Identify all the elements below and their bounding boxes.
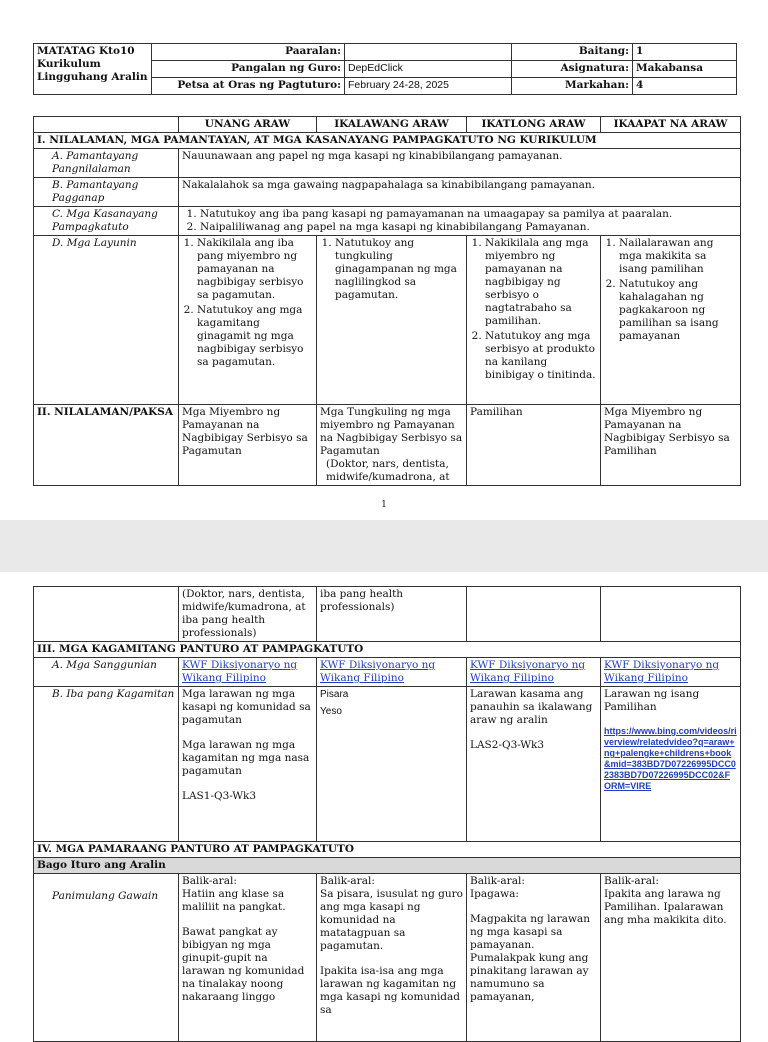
kwf-link-day4[interactable]: KWF Diksiyonaryo ng Wikang Filipino [604, 659, 720, 684]
layunin-day4-item-2: 2. Natutukoy ang kahalagahan ng pagkakaroon ng pamilihan sa isang pamayanan [619, 278, 737, 343]
column-header-day1: UNANG ARAW [179, 117, 317, 133]
column-header-day4: IKAAPAT NA ARAW [601, 117, 741, 133]
sanggunian-day4 [601, 658, 741, 687]
layunin-day3-item-2: 2. Natutukoy ang mga serbisyo at produkto na kanilang binibigay o tinitinda. [485, 330, 597, 382]
title-line-3: Lingguhang Aralin [37, 71, 148, 83]
layunin-day2 [317, 236, 467, 405]
markahan-label: Markahan: [512, 78, 633, 95]
panimula-day2 [317, 874, 467, 1042]
continued-day3 [467, 587, 601, 642]
kagamitan-day3-line-2: LAS2-Q3-Wk3 [470, 739, 545, 751]
section-2-title: II. NILALAMAN/PAKSA [34, 405, 179, 486]
bago-ituro-title: Bago Ituro ang Aralin [34, 858, 741, 874]
iba-pang-kagamitan-label: B. Iba pang Kagamitan [34, 687, 179, 842]
panimula-day2-line-2: Sa pisara, isusulat ng guro ang mga kasapi ng komunidad na matatagpuan sa pagamutan. [320, 888, 463, 952]
title-line-2: Kurikulum [37, 58, 101, 70]
panimula-day1-line-3: Bawat pangkat ay bibigyan ng mga ginupit-gupit na larawan ng komunidad na tinalakay noong nakaraang linggo [182, 926, 305, 1003]
mga-layunin-label: D. Mga Layunin [34, 236, 179, 405]
layunin-day3-item-1: 1. Nakikilala ang mga miyembro ng pamayanan na nagbibigay ng serbisyo o nagtatrabaho sa pamilihan. [485, 237, 597, 328]
baitang-value: 1 [633, 44, 737, 61]
panimula-day4-line-1: Balik-aral: [604, 875, 659, 887]
layunin-day3 [467, 236, 601, 405]
baitang-label: Baitang: [512, 44, 633, 61]
sanggunian-day3 [467, 658, 601, 687]
document-title [34, 44, 152, 95]
asignatura-value: Makabansa [633, 61, 737, 78]
pamantayang-pangnilalaman-label: A. Pamantayang Pangnilalaman [34, 149, 179, 178]
panimula-day1-line-2: Hatiin ang klase sa maliliit na pangkat. [182, 888, 286, 913]
paksa-day4: Mga Miyembro ng Pamayanan na Nagbibigay Serbisyo sa Pamilihan [601, 405, 741, 486]
kagamitan-day1-line-3: LAS1-Q3-Wk3 [182, 790, 257, 802]
panimula-day4 [601, 874, 741, 1042]
panimula-day1 [179, 874, 317, 1042]
panimula-day4-line-2: Ipakita ang larawa ng Pamilihan. Ipalarawan ang mha makikita dito. [604, 888, 727, 926]
paksa-day1: Mga Miyembro ng Pamayanan na Nagbibigay Serbisyo sa Pagamutan [179, 405, 317, 486]
corner-cell [34, 117, 179, 133]
video-link[interactable]: https://www.bing.com/videos/riverview/relatedvideo?q=araw+ng+palengke+childrens+book&mid=383BD7D07226995DCC02383BD7D07226995DCC02&FORM=VIRE [604, 726, 737, 791]
pamantayang-pagganap-label: B. Pamantayang Pagganap [34, 178, 179, 207]
paksa-day2-extra: (Doktor, nars, dentista, midwife/kumadrona, at [326, 458, 450, 483]
continued-empty-cell [34, 587, 179, 642]
pamantayang-pagganap-value: Nakalalahok sa mga gawaing nagpapahalaga sa kinabibilangang pamayanan. [179, 178, 741, 207]
section-1-title: I. NILALAMAN, MGA PAMANTAYAN, AT MGA KASANAYANG PAMPAGKATUTO NG KURIKULUM [34, 133, 741, 149]
continued-day1: (Doktor, nars, dentista, midwife/kumadrona, at iba pang health professionals) [179, 587, 317, 642]
kwf-link-day2[interactable]: KWF Diksiyonaryo ng Wikang Filipino [320, 659, 436, 684]
paksa-day3: Pamilihan [467, 405, 601, 486]
panimula-day3-line-1: Balik-aral: [470, 875, 525, 887]
paksa-day2-text: Mga Tungkuling ng mga miyembro ng Pamayanan na Nagbibigay Serbisyo sa Pagamutan [320, 406, 463, 457]
petsa-label: Petsa at Oras ng Pagtuturo: [152, 78, 345, 95]
layunin-day2-item-1: 1. Natutukoy ang tungkuling ginagampanan ng mga naglilingkod sa pagamutan. [335, 237, 463, 302]
panimula-day1-line-1: Balik-aral: [182, 875, 237, 887]
section-4-title: IV. MGA PAMARAANG PANTURO AT PAMPAGKATUTO [34, 842, 741, 858]
pamantayang-pangnilalaman-value: Nauunawaan ang papel ng mga kasapi ng kinabibilangang pamayanan. [179, 149, 741, 178]
asignatura-label: Asignatura: [512, 61, 633, 78]
guro-value: DepEdClick [345, 61, 512, 78]
petsa-value: February 24-28, 2025 [345, 78, 512, 95]
markahan-value: 4 [633, 78, 737, 95]
page-number: 1 [381, 500, 387, 510]
kagamitan-day2-line-1: Pisara [320, 689, 349, 700]
kwf-link-day3[interactable]: KWF Diksiyonaryo ng Wikang Filipino [470, 659, 586, 684]
column-header-day3: IKATLONG ARAW [467, 117, 601, 133]
panimula-day3-line-4: Pumalakpak kung ang pinakitang larawan ay namumuno sa pamayanan, [470, 952, 589, 1003]
column-header-day2: IKALAWANG ARAW [317, 117, 467, 133]
kasanayang-pampagkatuto-label: C. Mga Kasanayang Pampagkatuto [34, 207, 179, 236]
lesson-plan-table-continued [33, 586, 741, 1042]
kwf-link-day1[interactable]: KWF Diksiyonaryo ng Wikang Filipino [182, 659, 298, 684]
continued-day2: iba pang health professionals) [317, 587, 467, 642]
paaralan-label: Paaralan: [152, 44, 345, 61]
page-separator [0, 520, 768, 572]
kagamitan-day3-line-1: Larawan kasama ang panauhin sa ikalawang araw ng aralin [470, 688, 593, 726]
layunin-day4 [601, 236, 741, 405]
panimula-day3-line-2: Ipagawa: [470, 888, 519, 900]
panimula-day2-line-1: Balik-aral: [320, 875, 375, 887]
kagamitan-day1 [179, 687, 317, 842]
kagamitan-day3 [467, 687, 601, 842]
kagamitan-day4 [601, 687, 741, 842]
panimula-day3 [467, 874, 601, 1042]
panimula-day2-line-3: Ipakita isa-isa ang mga larawan ng kagamitan ng mga kasapi ng komunidad sa [320, 965, 461, 1016]
lesson-plan-table [33, 116, 741, 486]
layunin-day1 [179, 236, 317, 405]
paaralan-value [345, 44, 512, 61]
section-3-title: III. MGA KAGAMITANG PANTURO AT PAMPAGKATUTO [34, 642, 741, 658]
kasanayan-item-1: 1. Natutukoy ang iba pang kasapi ng pamayamanan na umaagapay sa pamilya at paaralan. [200, 208, 737, 221]
guro-label: Pangalan ng Guro: [152, 61, 345, 78]
panimulang-gawain-label: Panimulang Gawain [34, 874, 179, 1042]
kagamitan-day4-text: Larawan ng isang Pamilihan [604, 688, 700, 713]
title-line-1: MATATAG Kto10 [37, 45, 135, 57]
layunin-day1-item-2: 2. Natutukoy ang mga kagamitang ginagamit ng mga nagbibigay serbisyo sa pagamutan. [197, 304, 313, 369]
continued-day4 [601, 587, 741, 642]
layunin-day4-item-1: 1. Nailalarawan ang mga makikita sa isang pamilihan [619, 237, 737, 276]
layunin-day1-item-1: 1. Nakikilala ang iba pang miyembro ng pamayanan na nagbibigay serbisyo sa pagamutan. [197, 237, 313, 302]
header-table [33, 43, 737, 95]
kasanayang-pampagkatuto-value [179, 207, 741, 236]
panimula-day3-line-3: Magpakita ng larawan ng mga kasapi sa pamayanan. [470, 913, 590, 951]
sanggunian-label: A. Mga Sanggunian [34, 658, 179, 687]
paksa-day2 [317, 405, 467, 486]
kagamitan-day1-line-2: Mga larawan ng mga kagamitan ng mga nasa pagamutan [182, 739, 310, 777]
kagamitan-day2-line-2: Yeso [320, 706, 342, 717]
sanggunian-day1 [179, 658, 317, 687]
kagamitan-day1-line-1: Mga larawan ng mga kasapi ng komunidad sa pagamutan [182, 688, 311, 726]
kagamitan-day2 [317, 687, 467, 842]
sanggunian-day2 [317, 658, 467, 687]
kasanayan-item-2: 2. Naipaliliwanag ang papel na mga kasapi ng kinabibilangang Pamayanan. [200, 221, 737, 234]
